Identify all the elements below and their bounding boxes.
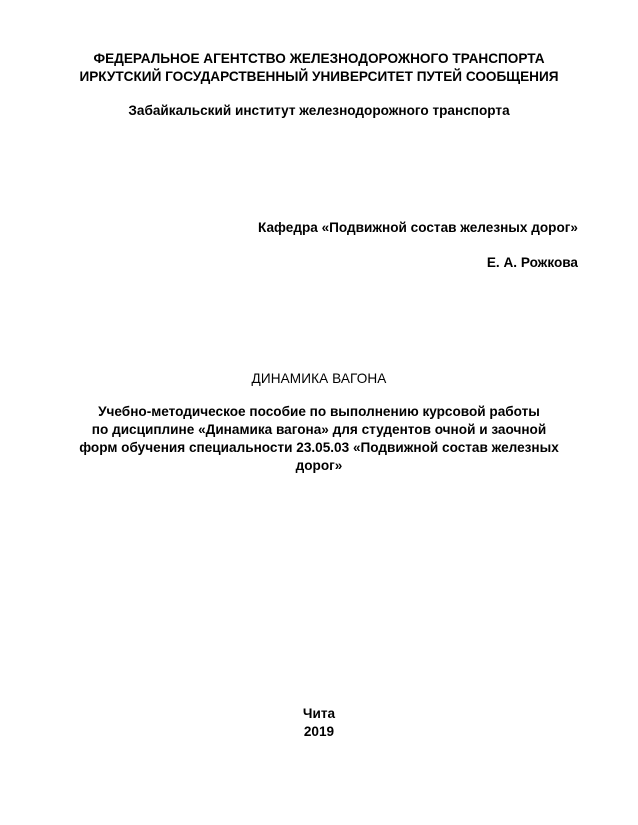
publication-city: Чита — [302, 706, 336, 721]
subtitle-line-2: по дисциплине «Динамика вагона» для студентов очной и заочной — [91, 422, 547, 437]
subtitle-line-1: Учебно-методическое пособие по выполнению курсовой работы — [98, 404, 540, 419]
author-name: Е. А. Рожкова — [486, 255, 578, 270]
subtitle-line-3: форм обучения специальности 23.05.03 «Подвижной состав железных — [79, 440, 559, 455]
subtitle-line-4: дорог» — [295, 458, 343, 473]
agency-name: ФЕДЕРАЛЬНОЕ АГЕНТСТВО ЖЕЛЕЗНОДОРОЖНОГО ТРАНСПОРТА — [93, 51, 545, 66]
university-name: ИРКУТСКИЙ ГОСУДАРСТВЕННЫЙ УНИВЕРСИТЕТ ПУТЕЙ СООБЩЕНИЯ — [79, 69, 559, 84]
document-title: ДИНАМИКА ВАГОНА — [251, 371, 387, 386]
institute-name: Забайкальский институт железнодорожного транспорта — [128, 103, 510, 118]
department-name: Кафедра «Подвижной состав железных дорог» — [258, 220, 578, 235]
publication-year: 2019 — [303, 724, 335, 739]
